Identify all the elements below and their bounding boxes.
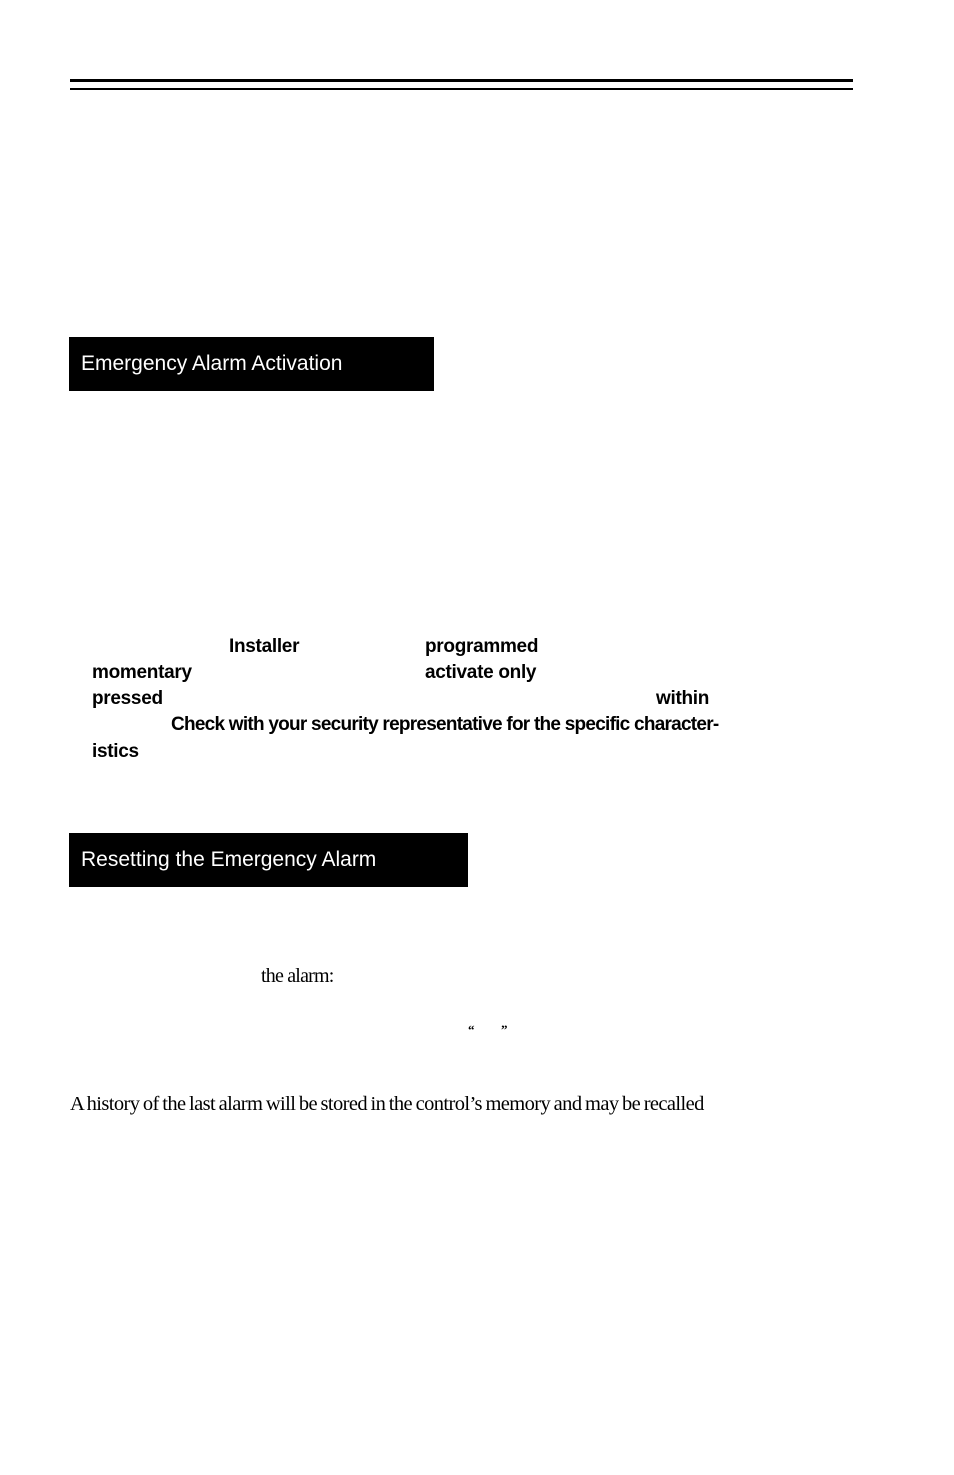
text-check-with-representative: Check with your security representative for the specific character- xyxy=(171,714,719,735)
text-momentary: momentary xyxy=(92,662,192,683)
top-rule-thin xyxy=(70,88,853,90)
close-quote: ” xyxy=(501,1022,508,1037)
section-header-resetting-emergency-alarm: Resetting the Emergency Alarm xyxy=(69,833,468,887)
text-istics: istics xyxy=(92,741,139,762)
text-activate-only: activate only xyxy=(425,662,537,683)
text-pressed: pressed xyxy=(92,688,163,709)
text-programmed: programmed xyxy=(425,636,539,657)
text-alarm-history: A history of the last alarm will be stored in the control’s memory and may be recalled xyxy=(70,1093,704,1115)
text-within: within xyxy=(656,688,710,709)
open-quote: “ xyxy=(468,1022,475,1037)
section-header-emergency-alarm-activation: Emergency Alarm Activation xyxy=(69,337,434,391)
text-installer: Installer xyxy=(229,636,300,657)
text-the-alarm: the alarm: xyxy=(261,965,334,987)
top-rule-thick xyxy=(70,79,853,82)
